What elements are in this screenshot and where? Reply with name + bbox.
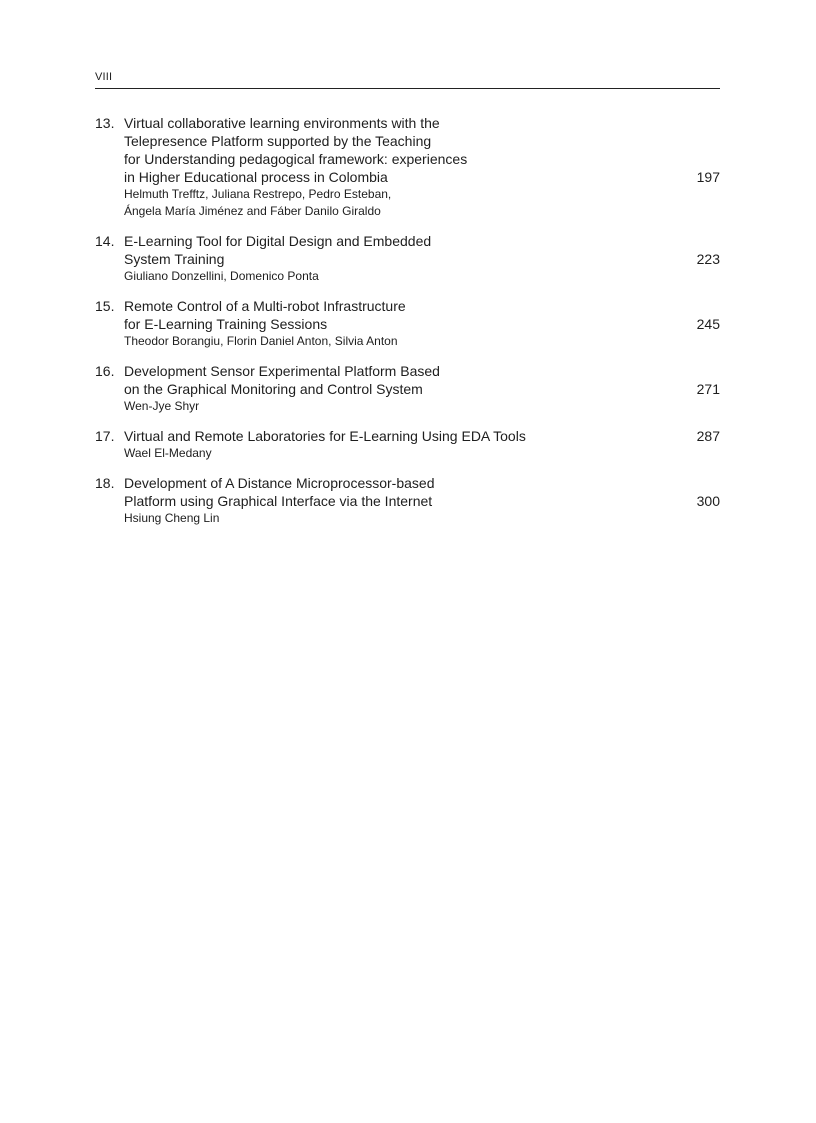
toc-entry[interactable] bbox=[95, 474, 720, 527]
chapter-title-line: for Understanding pedagogical framework: experiences bbox=[124, 151, 468, 167]
chapter-number: 14. bbox=[95, 233, 115, 249]
toc-entry[interactable] bbox=[95, 232, 720, 285]
chapter-title-line: on the Graphical Monitoring and Control System bbox=[124, 381, 423, 397]
table-of-contents bbox=[95, 114, 720, 539]
chapter-title-line: Virtual and Remote Laboratories for E-Learning Using EDA Tools bbox=[124, 428, 526, 444]
running-head bbox=[95, 70, 720, 89]
chapter-title-line: Virtual collaborative learning environments with the bbox=[124, 115, 440, 131]
chapter-number: 17. bbox=[95, 428, 115, 444]
chapter-title-line: for E-Learning Training Sessions bbox=[124, 316, 328, 332]
chapter-title-line: System Training bbox=[124, 251, 225, 267]
page-number: 287 bbox=[696, 428, 720, 444]
chapter-title-line: Development Sensor Experimental Platform Based bbox=[124, 363, 440, 379]
toc-entry[interactable] bbox=[95, 114, 720, 220]
chapter-title-line: E-Learning Tool for Digital Design and Embedded bbox=[124, 233, 432, 249]
toc-entry[interactable] bbox=[95, 362, 720, 415]
page-number: 271 bbox=[696, 381, 720, 397]
chapter-authors-line: Wen-Jye Shyr bbox=[124, 399, 200, 413]
chapter-number: 16. bbox=[95, 363, 115, 379]
chapter-authors-line: Wael El-Medany bbox=[124, 446, 212, 460]
chapter-authors-line: Helmuth Trefftz, Juliana Restrepo, Pedro Esteban, bbox=[124, 187, 392, 201]
chapter-authors-line: Theodor Borangiu, Florin Daniel Anton, Silvia Anton bbox=[124, 334, 398, 348]
chapter-authors-line: Giuliano Donzellini, Domenico Ponta bbox=[124, 269, 319, 283]
toc-entry[interactable] bbox=[95, 427, 720, 462]
chapter-title-line: Telepresence Platform supported by the Teaching bbox=[124, 133, 432, 149]
chapter-title-line: Platform using Graphical Interface via the Internet bbox=[124, 493, 433, 509]
page-number: 223 bbox=[696, 251, 720, 267]
chapter-number: 13. bbox=[95, 115, 115, 131]
page-folio: VIII bbox=[95, 71, 113, 83]
toc-entry[interactable] bbox=[95, 297, 720, 350]
chapter-number: 18. bbox=[95, 475, 115, 491]
page-number: 300 bbox=[696, 493, 720, 509]
chapter-number: 15. bbox=[95, 298, 115, 314]
chapter-title-line: Development of A Distance Microprocessor-based bbox=[124, 475, 435, 491]
chapter-authors-line: Ángela María Jiménez and Fáber Danilo Giraldo bbox=[124, 204, 381, 218]
chapter-title-line: in Higher Educational process in Colombia bbox=[124, 169, 388, 185]
chapter-authors-line: Hsiung Cheng Lin bbox=[124, 511, 220, 525]
page-number: 245 bbox=[696, 316, 720, 332]
chapter-title-line: Remote Control of a Multi-robot Infrastructure bbox=[124, 298, 406, 314]
page-number: 197 bbox=[696, 169, 720, 185]
